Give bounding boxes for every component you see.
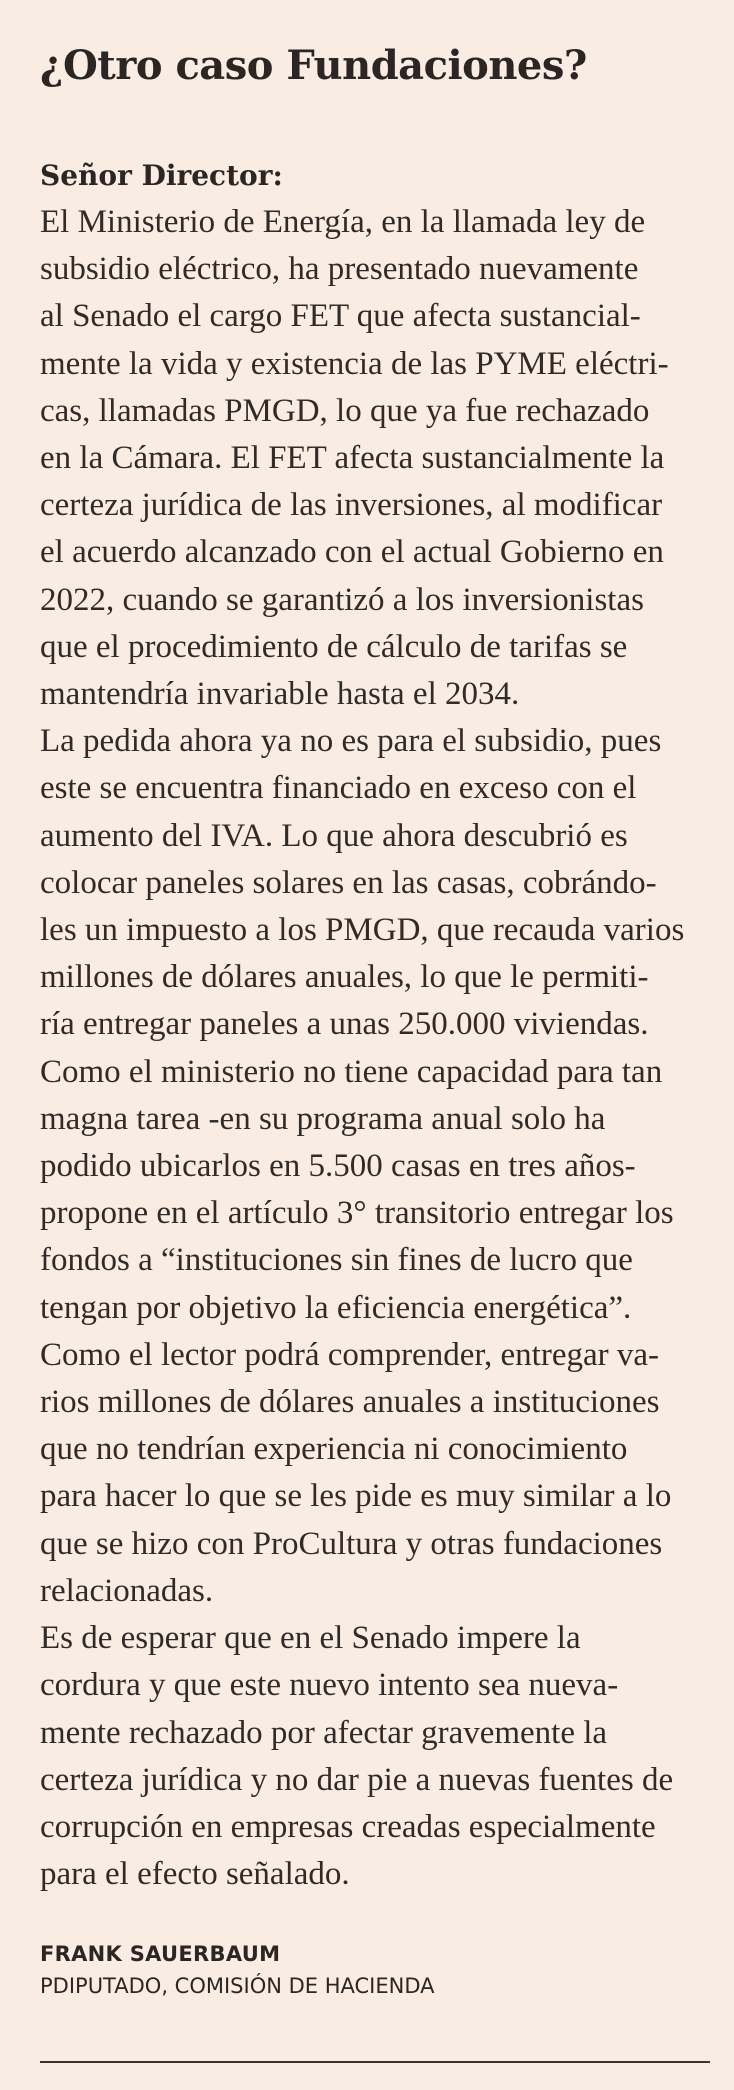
text-line: magna tarea -en su programa anual solo ha (40, 1100, 606, 1137)
text-line: aumento del IVA. Lo que ahora descubrió es (40, 817, 628, 854)
letter-title: ¿Otro caso Fundaciones? (40, 42, 587, 89)
text-line: tengan por objetivo la eficiencia energética”. (40, 1289, 632, 1326)
salutation: Señor Director: (40, 159, 283, 192)
text-line: que no tendrían experiencia ni conocimiento (40, 1431, 628, 1468)
text-line: para hacer lo que se les pide es muy similar a lo (40, 1478, 672, 1515)
text-line: El Ministerio de Energía, en la llamada ley de (40, 204, 646, 240)
text-line: corrupción en empresas creadas especialmente (40, 1808, 656, 1845)
paragraph (40, 718, 710, 1048)
text-line: relacionadas. (40, 1572, 214, 1609)
text-line: ría entregar paneles a unas 250.000 viviendas. (40, 1006, 649, 1043)
text-line: rios millones de dólares anuales a instituciones (40, 1384, 660, 1421)
text-line: el acuerdo alcanzado con el actual Gobierno en (40, 534, 664, 571)
text-line: mente la vida y existencia de las PYME eléctri- (40, 345, 669, 382)
author-role: PDIPUTADO, COMISIÓN DE HACIENDA (40, 1974, 435, 1999)
text-line: colocar paneles solares en las casas, cobrándo- (40, 864, 657, 901)
paragraph (40, 1049, 710, 1332)
bottom-divider (40, 2061, 710, 2063)
author-name: FRANK SAUERBAUM (40, 1942, 281, 1967)
text-line: en la Cámara. El FET afecta sustancialmente la (40, 440, 665, 477)
text-line: Como el lector podrá comprender, entregar va- (40, 1336, 659, 1373)
paragraph (40, 1615, 710, 1898)
letter-body (40, 199, 710, 1898)
text-line: La pedida ahora ya no es para el subsidio, pues (40, 723, 662, 760)
text-line: fondos a “instituciones sin fines de lucro que (40, 1242, 633, 1279)
text-line: certeza jurídica y no dar pie a nuevas fuentes de (40, 1761, 674, 1798)
text-line: para el efecto señalado. (40, 1856, 350, 1893)
text-line: propone en el artículo 3° transitorio entregar los (40, 1195, 674, 1232)
text-line: les un impuesto a los PMGD, que recauda varios (40, 912, 685, 949)
text-line: millones de dólares anuales, lo que le permiti- (40, 959, 649, 996)
text-line: mente rechazado por afectar gravemente la (40, 1714, 608, 1751)
signature (40, 1938, 710, 2002)
text-line: Es de esperar que en el Senado impere la (40, 1620, 581, 1657)
text-line: cas, llamadas PMGD, lo que ya fue rechazado (40, 392, 650, 429)
text-line: cordura y que este nuevo intento sea nueva- (40, 1667, 619, 1704)
text-line: que el procedimiento de cálculo de tarifas se (40, 628, 628, 665)
text-line: podido ubicarlos en 5.500 casas en tres años- (40, 1148, 636, 1185)
paragraph (40, 1332, 710, 1615)
text-line: subsidio eléctrico, ha presentado nuevamente (40, 251, 639, 288)
text-line: 2022, cuando se garantizó a los inversionistas (40, 581, 644, 618)
text-line: mantendría invariable hasta el 2034. (40, 676, 520, 713)
text-line: que se hizo con ProCultura y otras fundaciones (40, 1525, 663, 1562)
text-line: certeza jurídica de las inversiones, al modificar (40, 487, 663, 524)
text-line: Como el ministerio no tiene capacidad para tan (40, 1053, 663, 1090)
text-line: este se encuentra financiado en exceso con el (40, 770, 637, 807)
text-line: al Senado el cargo FET que afecta sustancial- (40, 298, 641, 335)
letter (40, 0, 710, 2002)
paragraph (40, 199, 710, 718)
